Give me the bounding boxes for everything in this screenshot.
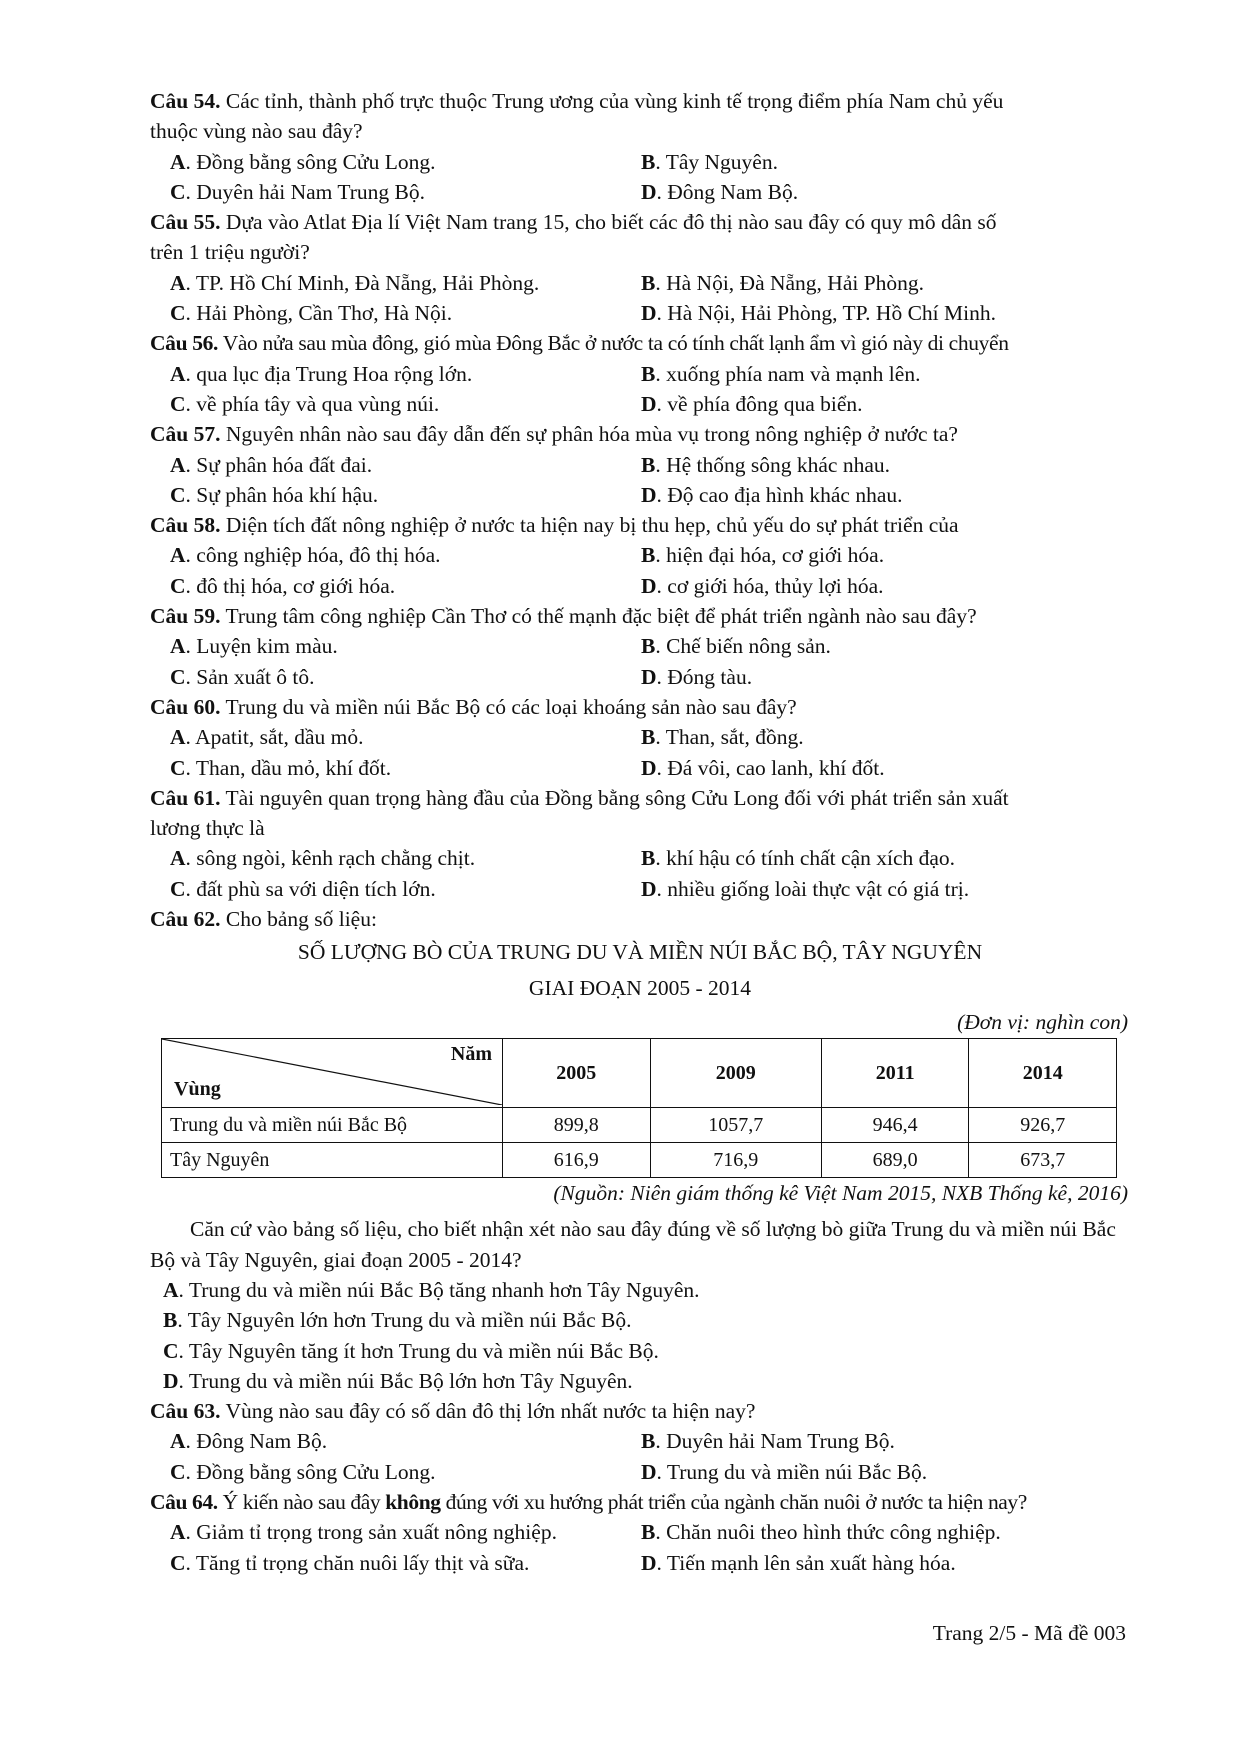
table-source: (Nguồn: Niên giám thống kê Việt Nam 2015, NXB Thống kê, 2016) (553, 1181, 1128, 1206)
table-row (162, 1108, 1117, 1143)
table-header-row (162, 1039, 1117, 1108)
option-d: D. về phía đông qua biển. (641, 391, 863, 416)
option-a: A. qua lục địa Trung Hoa rộng lớn. (170, 361, 473, 386)
option-b: B. Chế biến nông sản. (641, 634, 831, 659)
option-c: C. Tây Nguyên tăng ít hơn Trung du và miền núi Bắc Bộ. (163, 1338, 659, 1363)
question-stem: Các tỉnh, thành phố trực thuộc Trung ương của vùng kinh tế trọng điểm phía Nam chủ yếu (225, 89, 1004, 113)
value-cell: 1057,7 (650, 1108, 821, 1143)
question-number: Câu 62. (150, 907, 221, 932)
option-a: A. Đông Nam Bộ. (170, 1429, 328, 1454)
option-d: D. Trung du và miền núi Bắc Bộ lớn hơn Tây Nguyên. (163, 1368, 633, 1393)
question-number: Câu 57. (150, 422, 221, 447)
question-stem: Diện tích đất nông nghiệp ở nước ta hiện nay bị thu hẹp, chủ yếu do sự phát triển của (225, 513, 959, 538)
option-b: B. Hệ thống sông khác nhau. (641, 452, 891, 477)
region-cell: Tây Nguyên (162, 1143, 503, 1178)
table-subtitle: GIAI ĐOẠN 2005 - 2014 (528, 976, 752, 1001)
option-b: B. Hà Nội, Đà Nẵng, Hải Phòng. (641, 270, 925, 295)
question-stem: Cho bảng số liệu: (225, 907, 377, 932)
option-d: D. Đông Nam Bộ. (641, 179, 799, 204)
region-cell: Trung du và miền núi Bắc Bộ (162, 1108, 503, 1143)
question-60 (150, 692, 1130, 783)
option-d: D. cơ giới hóa, thủy lợi hóa. (641, 573, 884, 598)
question-number: Câu 64. (150, 1489, 218, 1514)
question-55 (150, 207, 1130, 328)
question-number: Câu 55. (150, 210, 221, 235)
page-footer: Trang 2/5 - Mã đề 003 (932, 1621, 1126, 1645)
value-cell: 946,4 (821, 1108, 969, 1143)
option-c: C. đất phù sa với diện tích lớn. (170, 876, 436, 901)
year-header: 2005 (503, 1039, 651, 1108)
data-table (161, 1038, 1117, 1178)
table-corner-header (162, 1039, 503, 1108)
option-b: B. Tây Nguyên lớn hơn Trung du và miền núi Bắc Bộ. (163, 1308, 632, 1333)
option-b: B. khí hậu có tính chất cận xích đạo. (641, 846, 956, 871)
option-a: A. công nghiệp hóa, đô thị hóa. (170, 543, 441, 568)
question-number: Câu 59. (150, 604, 221, 629)
question-stem: Trung du và miền núi Bắc Bộ có các loại khoáng sản nào sau đây? (225, 694, 797, 719)
option-a: A. Giảm tỉ trọng trong sản xuất nông nghiệp. (170, 1520, 557, 1545)
option-a: A. Apatit, sắt, dầu mỏ. (170, 725, 364, 750)
question-stem: Vào nửa sau mùa đông, gió mùa Đông Bắc ở nước ta có tính chất lạnh ẩm vì gió này di chuyển (222, 331, 1009, 356)
question-stem: lương thực là (150, 816, 265, 841)
question-57 (150, 419, 1130, 510)
option-c: C. Sản xuất ô tô. (170, 664, 315, 689)
option-c: C. Đồng bằng sông Cửu Long. (170, 1459, 436, 1484)
option-d: D. Độ cao địa hình khác nhau. (641, 482, 903, 507)
exam-page (150, 86, 1130, 1578)
option-d: D. Tiến mạnh lên sản xuất hàng hóa. (641, 1550, 956, 1575)
year-header: 2011 (821, 1039, 969, 1108)
option-d: D. Đá vôi, cao lanh, khí đốt. (641, 755, 885, 780)
question-number: Câu 56. (150, 331, 219, 356)
value-cell: 926,7 (969, 1108, 1117, 1143)
option-c: C. Duyên hải Nam Trung Bộ. (170, 179, 426, 204)
option-c: C. Sự phân hóa khí hậu. (170, 482, 379, 507)
option-c: C. Tăng tỉ trọng chăn nuôi lấy thịt và sữa. (170, 1550, 530, 1575)
option-a: A. sông ngòi, kênh rạch chằng chịt. (170, 846, 476, 871)
question-stem: đúng với xu hướng phát triển của ngành chăn nuôi ở nước ta hiện nay? (445, 1489, 1027, 1514)
table-row (162, 1143, 1117, 1178)
table-unit: (Đơn vị: nghìn con) (957, 1010, 1128, 1035)
option-d: D. Hà Nội, Hải Phòng, TP. Hồ Chí Minh. (641, 301, 996, 326)
option-b: B. xuống phía nam và mạnh lên. (641, 361, 921, 386)
question-62 (150, 904, 1130, 1396)
value-cell: 616,9 (503, 1143, 651, 1178)
value-cell: 899,8 (503, 1108, 651, 1143)
option-a: A. Sự phân hóa đất đai. (170, 452, 373, 477)
question-61 (150, 783, 1130, 904)
question-number: Câu 61. (150, 785, 221, 810)
question-number: Câu 58. (150, 513, 221, 538)
question-number: Câu 54. (150, 89, 221, 113)
option-b: B. hiện đại hóa, cơ giới hóa. (641, 543, 885, 568)
option-b: B. Tây Nguyên. (641, 149, 778, 174)
year-header: 2009 (650, 1039, 821, 1108)
value-cell: 716,9 (650, 1143, 821, 1178)
option-d: D. nhiều giống loài thực vật có giá trị. (641, 876, 970, 901)
question-54 (150, 86, 1130, 207)
question-stem: Tài nguyên quan trọng hàng đầu của Đồng bằng sông Cửu Long đối với phát triển sản xuất (225, 785, 1009, 810)
question-64 (150, 1487, 1130, 1578)
option-a: A. Đồng bằng sông Cửu Long. (170, 149, 436, 174)
question-56 (150, 328, 1130, 419)
value-cell: 673,7 (969, 1143, 1117, 1178)
option-b: B. Duyên hải Nam Trung Bộ. (641, 1429, 895, 1454)
question-stem: Dựa vào Atlat Địa lí Việt Nam trang 15, cho biết các đô thị nào sau đây có quy mô dân số (225, 210, 997, 235)
question-stem: Vùng nào sau đây có số dân đô thị lớn nhất nước ta hiện nay? (225, 1399, 756, 1424)
question-number: Câu 63. (150, 1399, 221, 1424)
question-63 (150, 1396, 1130, 1487)
question-stem: Nguyên nhân nào sau đây dẫn đến sự phân hóa mùa vụ trong nông nghiệp ở nước ta? (225, 422, 958, 447)
option-c: C. Hải Phòng, Cần Thơ, Hà Nội. (170, 301, 453, 326)
question-number: Câu 60. (150, 694, 221, 719)
option-c: C. đô thị hóa, cơ giới hóa. (170, 573, 396, 598)
option-b: B. Than, sắt, đồng. (641, 725, 804, 750)
header-region-label: Vùng (174, 1078, 221, 1101)
question-prompt: Căn cứ vào bảng số liệu, cho biết nhận xét nào sau đây đúng về số lượng bò giữa Trung du và miền núi Bắc Bộ và Tây Nguyên, giai đoạn 2005 - 2014? (150, 1217, 1116, 1272)
year-header: 2014 (969, 1039, 1117, 1108)
question-stem: Ý kiến nào sau đây (222, 1489, 381, 1514)
option-c: C. về phía tây và qua vùng núi. (170, 391, 440, 416)
question-stem: Trung tâm công nghiệp Cần Thơ có thế mạnh đặc biệt để phát triển ngành nào sau đây? (225, 604, 977, 629)
table-title: SỐ LƯỢNG BÒ CỦA TRUNG DU VÀ MIỀN NÚI BẮC BỘ, TÂY NGUYÊN (297, 940, 983, 965)
question-stem: trên 1 triệu người? (150, 240, 310, 265)
option-d: D. Đóng tàu. (641, 664, 753, 689)
emphasis-word: không (385, 1489, 441, 1514)
value-cell: 689,0 (821, 1143, 969, 1178)
header-year-label: Năm (450, 1043, 492, 1066)
option-a: A. Luyện kim màu. (170, 634, 338, 659)
question-59 (150, 601, 1130, 692)
option-a: A. TP. Hồ Chí Minh, Đà Nẵng, Hải Phòng. (170, 270, 540, 295)
question-58 (150, 510, 1130, 601)
option-d: D. Trung du và miền núi Bắc Bộ. (641, 1459, 928, 1484)
option-c: C. Than, dầu mỏ, khí đốt. (170, 755, 392, 780)
option-a: A. Trung du và miền núi Bắc Bộ tăng nhanh hơn Tây Nguyên. (163, 1277, 700, 1302)
question-stem: thuộc vùng nào sau đây? (150, 119, 363, 144)
option-b: B. Chăn nuôi theo hình thức công nghiệp. (641, 1520, 1001, 1545)
